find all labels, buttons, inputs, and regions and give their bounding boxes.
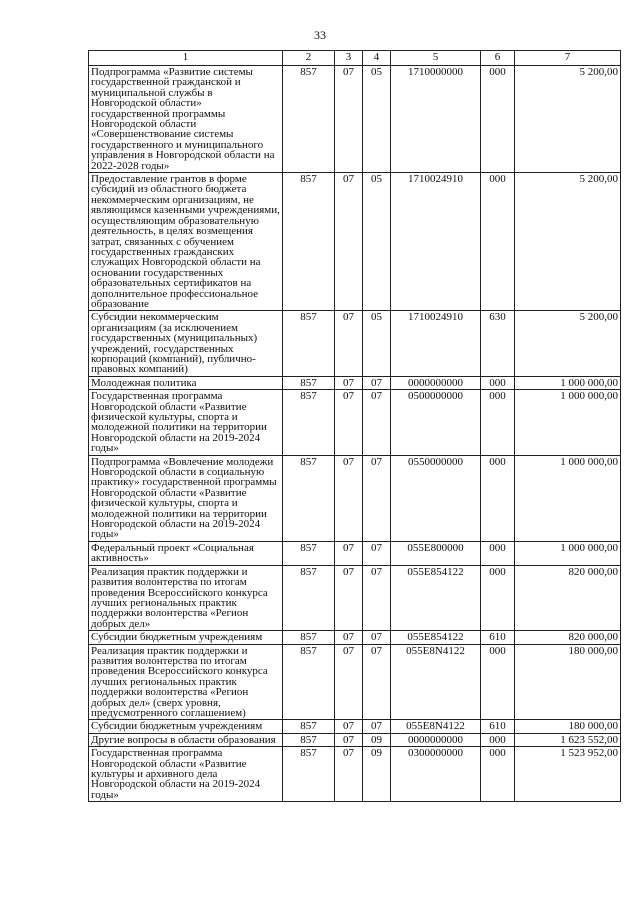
- cell-amount: 1 000 000,00: [515, 541, 621, 565]
- cell-target-article: 055E8N4122: [391, 644, 481, 720]
- cell-name: Субсидии бюджетным учреждениям: [89, 720, 283, 733]
- cell-amount: 1 523 952,00: [515, 747, 621, 802]
- cell-target-article: 055E854122: [391, 631, 481, 644]
- cell-target-article: 0000000000: [391, 733, 481, 746]
- column-header: 2: [283, 51, 335, 66]
- cell-section: 07: [335, 541, 363, 565]
- cell-amount: 820 000,00: [515, 565, 621, 630]
- cell-section: 07: [335, 311, 363, 376]
- cell-subsection: 07: [363, 644, 391, 720]
- cell-section: 07: [335, 376, 363, 389]
- cell-ministry-code: 857: [283, 565, 335, 630]
- cell-ministry-code: 857: [283, 720, 335, 733]
- table-row: [89, 631, 621, 644]
- cell-ministry-code: 857: [283, 376, 335, 389]
- cell-expense-type: 000: [481, 173, 515, 311]
- cell-name: Другие вопросы в области образования: [89, 733, 283, 746]
- cell-section: 07: [335, 733, 363, 746]
- cell-amount: 180 000,00: [515, 720, 621, 733]
- cell-subsection: 07: [363, 565, 391, 630]
- table-row: [89, 66, 621, 173]
- cell-target-article: 1710024910: [391, 311, 481, 376]
- cell-expense-type: 630: [481, 311, 515, 376]
- cell-section: 07: [335, 173, 363, 311]
- cell-section: 07: [335, 565, 363, 630]
- cell-subsection: 07: [363, 390, 391, 455]
- cell-name: Реализация практик поддержки и развития волонтерства по итогам проведения Всероссийского конкурса лучших региональных практик поддержки волонтерства «Регион добрых дел»: [89, 565, 283, 630]
- table-row: [89, 376, 621, 389]
- cell-ministry-code: 857: [283, 644, 335, 720]
- cell-expense-type: 000: [481, 541, 515, 565]
- cell-name: Федеральный проект «Социальная активность»: [89, 541, 283, 565]
- cell-expense-type: 000: [481, 733, 515, 746]
- cell-name: Реализация практик поддержки и развития волонтерства по итогам проведения Всероссийского конкурса лучших региональных практик поддержки волонтерства «Регион добрых дел» (сверх уровня, предусмотренного соглашением): [89, 644, 283, 720]
- cell-amount: 5 200,00: [515, 173, 621, 311]
- cell-subsection: 05: [363, 66, 391, 173]
- cell-ministry-code: 857: [283, 541, 335, 565]
- cell-subsection: 07: [363, 376, 391, 389]
- table-row: [89, 565, 621, 630]
- table-row: [89, 733, 621, 746]
- cell-expense-type: 610: [481, 720, 515, 733]
- column-header: 7: [515, 51, 621, 66]
- cell-target-article: 0300000000: [391, 747, 481, 802]
- table-row: [89, 541, 621, 565]
- cell-section: 07: [335, 720, 363, 733]
- cell-name: Подпрограмма «Вовлечение молодежи Новгородской области в социальную практику» государственной программы Новгородской области «Развитие физической культуры, спорта и молодежной политики на территории Новгородской области на 2019-2024 годы»: [89, 455, 283, 541]
- cell-amount: 820 000,00: [515, 631, 621, 644]
- cell-target-article: 055E8N4122: [391, 720, 481, 733]
- column-header: 3: [335, 51, 363, 66]
- cell-expense-type: 000: [481, 390, 515, 455]
- cell-expense-type: 610: [481, 631, 515, 644]
- cell-section: 07: [335, 644, 363, 720]
- cell-name: Подпрограмма «Развитие системы государственной гражданской и муниципальной службы в Новгородской области» государственной программы Новгородской области «Совершенствование системы государственного и муниципального управления в Новгородской области на 2022-2028 годы»: [89, 66, 283, 173]
- cell-subsection: 09: [363, 733, 391, 746]
- table-row: [89, 455, 621, 541]
- cell-name: Государственная программа Новгородской области «Развитие физической культуры, спорта и молодежной политики на территории Новгородской области на 2019-2024 годы»: [89, 390, 283, 455]
- cell-expense-type: 000: [481, 376, 515, 389]
- cell-name: Предоставление грантов в форме субсидий из областного бюджета некоммерческим организациям, не являющимся казенными учреждениями, осуществляющим образовательную деятельность, в целях возмещения затрат, связанных с обучением государственных гражданских служащих Новгородской области на основании государственных образовательных сертификатов на дополнительное профессиональное образование: [89, 173, 283, 311]
- cell-name: Государственная программа Новгородской области «Развитие культуры и архивного дела Новгородской области на 2019-2024 годы»: [89, 747, 283, 802]
- cell-amount: 5 200,00: [515, 311, 621, 376]
- table-row: [89, 311, 621, 376]
- cell-subsection: 07: [363, 541, 391, 565]
- cell-section: 07: [335, 631, 363, 644]
- column-header: 1: [89, 51, 283, 66]
- cell-subsection: 07: [363, 455, 391, 541]
- table-row: [89, 390, 621, 455]
- cell-expense-type: 000: [481, 66, 515, 173]
- cell-expense-type: 000: [481, 565, 515, 630]
- cell-section: 07: [335, 747, 363, 802]
- cell-name: Молодежная политика: [89, 376, 283, 389]
- page-number: 33: [314, 28, 326, 42]
- cell-subsection: 05: [363, 311, 391, 376]
- cell-amount: 1 000 000,00: [515, 376, 621, 389]
- cell-name: Субсидии некоммерческим организациям (за исключением государственных (муниципальных) учреждений, государственных корпораций (компаний), публично-правовых компаний): [89, 311, 283, 376]
- cell-target-article: 055E800000: [391, 541, 481, 565]
- cell-subsection: 07: [363, 720, 391, 733]
- cell-amount: 1 000 000,00: [515, 390, 621, 455]
- table-row: [89, 747, 621, 802]
- cell-ministry-code: 857: [283, 173, 335, 311]
- column-header: 5: [391, 51, 481, 66]
- cell-subsection: 07: [363, 631, 391, 644]
- cell-subsection: 09: [363, 747, 391, 802]
- cell-ministry-code: 857: [283, 390, 335, 455]
- cell-subsection: 05: [363, 173, 391, 311]
- column-number-row: [89, 51, 621, 66]
- cell-ministry-code: 857: [283, 66, 335, 173]
- cell-target-article: 055E854122: [391, 565, 481, 630]
- cell-target-article: 1710024910: [391, 173, 481, 311]
- cell-expense-type: 000: [481, 455, 515, 541]
- cell-amount: 180 000,00: [515, 644, 621, 720]
- cell-section: 07: [335, 66, 363, 173]
- cell-expense-type: 000: [481, 644, 515, 720]
- cell-section: 07: [335, 455, 363, 541]
- cell-target-article: 1710000000: [391, 66, 481, 173]
- budget-table: [88, 50, 621, 802]
- cell-target-article: 0000000000: [391, 376, 481, 389]
- table-row: [89, 173, 621, 311]
- column-header: 4: [363, 51, 391, 66]
- column-header: 6: [481, 51, 515, 66]
- table-row: [89, 720, 621, 733]
- cell-ministry-code: 857: [283, 311, 335, 376]
- table-row: [89, 644, 621, 720]
- cell-expense-type: 000: [481, 747, 515, 802]
- cell-name: Субсидии бюджетным учреждениям: [89, 631, 283, 644]
- cell-target-article: 0500000000: [391, 390, 481, 455]
- cell-ministry-code: 857: [283, 631, 335, 644]
- table-body: [89, 66, 621, 802]
- cell-ministry-code: 857: [283, 455, 335, 541]
- cell-target-article: 0550000000: [391, 455, 481, 541]
- cell-section: 07: [335, 390, 363, 455]
- cell-ministry-code: 857: [283, 733, 335, 746]
- cell-amount: 1 000 000,00: [515, 455, 621, 541]
- cell-ministry-code: 857: [283, 747, 335, 802]
- cell-amount: 5 200,00: [515, 66, 621, 173]
- cell-amount: 1 623 552,00: [515, 733, 621, 746]
